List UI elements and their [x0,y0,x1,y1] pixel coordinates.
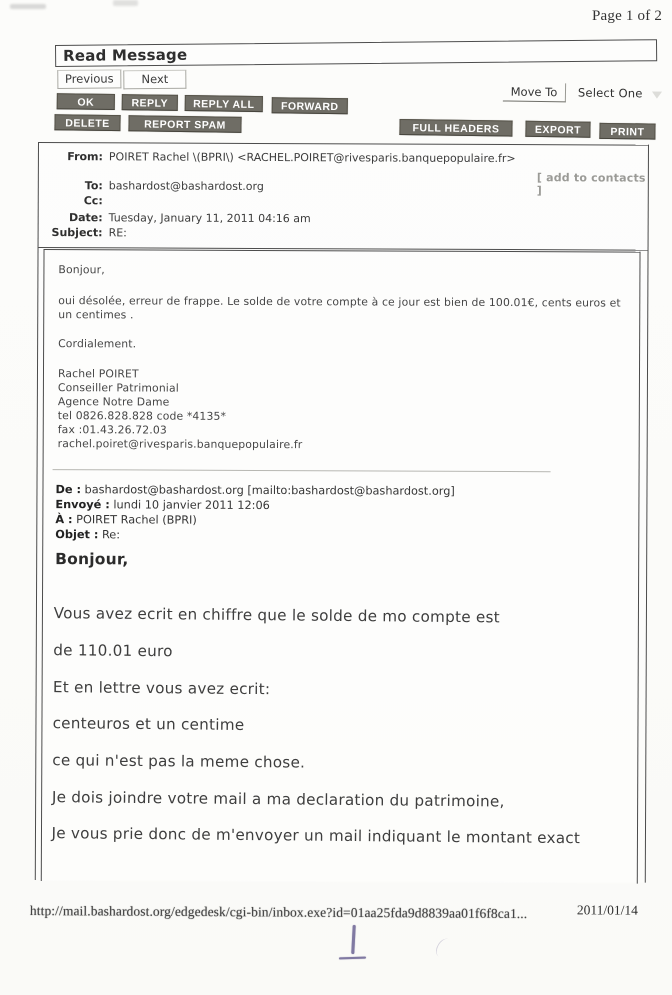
quoted-text-line: Je dois joindre votre mail a ma declaration du patrimoine, [51,788,505,811]
reply-button[interactable]: REPLY [122,94,178,111]
export-button[interactable]: EXPORT [525,121,590,138]
quoted-envoye-value: lundi 10 janvier 2011 12:06 [113,498,270,513]
full-headers-button[interactable]: FULL HEADERS [399,119,512,137]
quoted-text-line: ce qui n'est pas la meme chose. [52,751,306,772]
message-body [41,249,641,884]
forward-button[interactable]: FORWARD [272,97,348,114]
quoted-objet-value: Re: [101,528,121,542]
body-closing: Cordialement. [58,337,137,351]
quoted-text-line: Je vous prie donc de m'envoyer un mail indiquant le montant exact [51,824,581,848]
quoted-de-label: De : [55,483,82,497]
quoted-greeting: Bonjour, [55,550,129,569]
subject-label: Subject: [51,226,103,240]
print-footer-date: 2011/01/14 [576,902,639,918]
read-message-toolbar [55,39,659,91]
print-footer-url: http://mail.bashardost.org/edgedesk/cgi-bin/inbox.exe?id=01aa25fda9d8839aa01f6f8ca1... [29,903,528,922]
previous-button[interactable]: Previous [57,69,121,89]
report-spam-button[interactable]: REPORT SPAM [128,115,241,133]
to-label: To: [84,179,103,193]
ok-button[interactable]: OK [57,93,115,110]
quoted-text-line: de 110.01 euro [53,641,173,661]
signature-line: tel 0826.828.828 code *4135* [57,409,227,423]
page-title: Read Message [63,45,188,65]
quoted-text-line: Vous avez ecrit en chiffre que le solde de mo compte est [53,604,500,627]
read-message-title-bar [55,39,657,67]
cc-label: Cc: [83,194,103,208]
quoted-message-text [39,250,640,887]
quoted-objet-label: Objet : [55,528,99,542]
signature-line: Conseiller Patrimonial [57,381,179,395]
handwritten-page-number [351,925,355,954]
quoted-a-label: À : [55,513,73,527]
quoted-text-line: centeuros et un centime [52,714,245,734]
scan-smudge [10,4,46,9]
move-to-button[interactable]: Move To [503,82,566,102]
message-container [35,142,649,883]
next-button[interactable]: Next [123,70,186,90]
quoted-de-value: bashardost@bashardost.org [mailto:bashardost@bashardost.org] [84,483,455,498]
print-button[interactable]: PRINT [599,123,655,140]
pen-squiggle-mark [433,936,454,960]
from-value: POIRET Rachel \(BPRI\) <RACHEL.POIRET@rivesparis.banquepopulaire.fr> [108,150,516,166]
print-page-indicator: Page 1 of 2 [592,8,663,24]
handwritten-underline [339,957,366,960]
signature-line: fax :01.43.26.72.03 [57,423,167,437]
move-to-select[interactable]: Select One [577,85,643,101]
date-value: Tuesday, January 11, 2011 04:16 am [108,211,311,226]
cutoff-text-fragment [113,0,138,6]
signature-line: Rachel POIRET [57,367,139,381]
add-to-contacts-link[interactable]: [ add to contacts ] [536,171,646,198]
date-label: Date: [68,211,103,225]
quoted-envoye-label: Envoyé : [55,498,110,512]
subject-value: RE: [108,226,127,240]
to-value: bashardost@bashardost.org [108,179,264,193]
signature-line: Agence Notre Dame [57,395,170,409]
print-footer [28,899,668,923]
delete-button[interactable]: DELETE [54,114,120,131]
from-label: From: [67,150,103,164]
body-greeting: Bonjour, [58,263,105,277]
chevron-down-icon[interactable] [652,92,662,99]
body-paragraph: oui désolée, erreur de frappe. Le solde de votre compte à ce jour est bien de 100.01€, cents euros et un centimes . [58,294,621,322]
reply-all-button[interactable]: REPLY ALL [185,95,263,112]
quoted-a-value: POIRET Rachel (BPRI) [76,513,197,527]
quoted-text-line: Et en lettre vous avez ecrit: [52,678,271,699]
signature-email: rachel.poiret@rivesparis.banquepopulaire.fr [57,437,303,452]
